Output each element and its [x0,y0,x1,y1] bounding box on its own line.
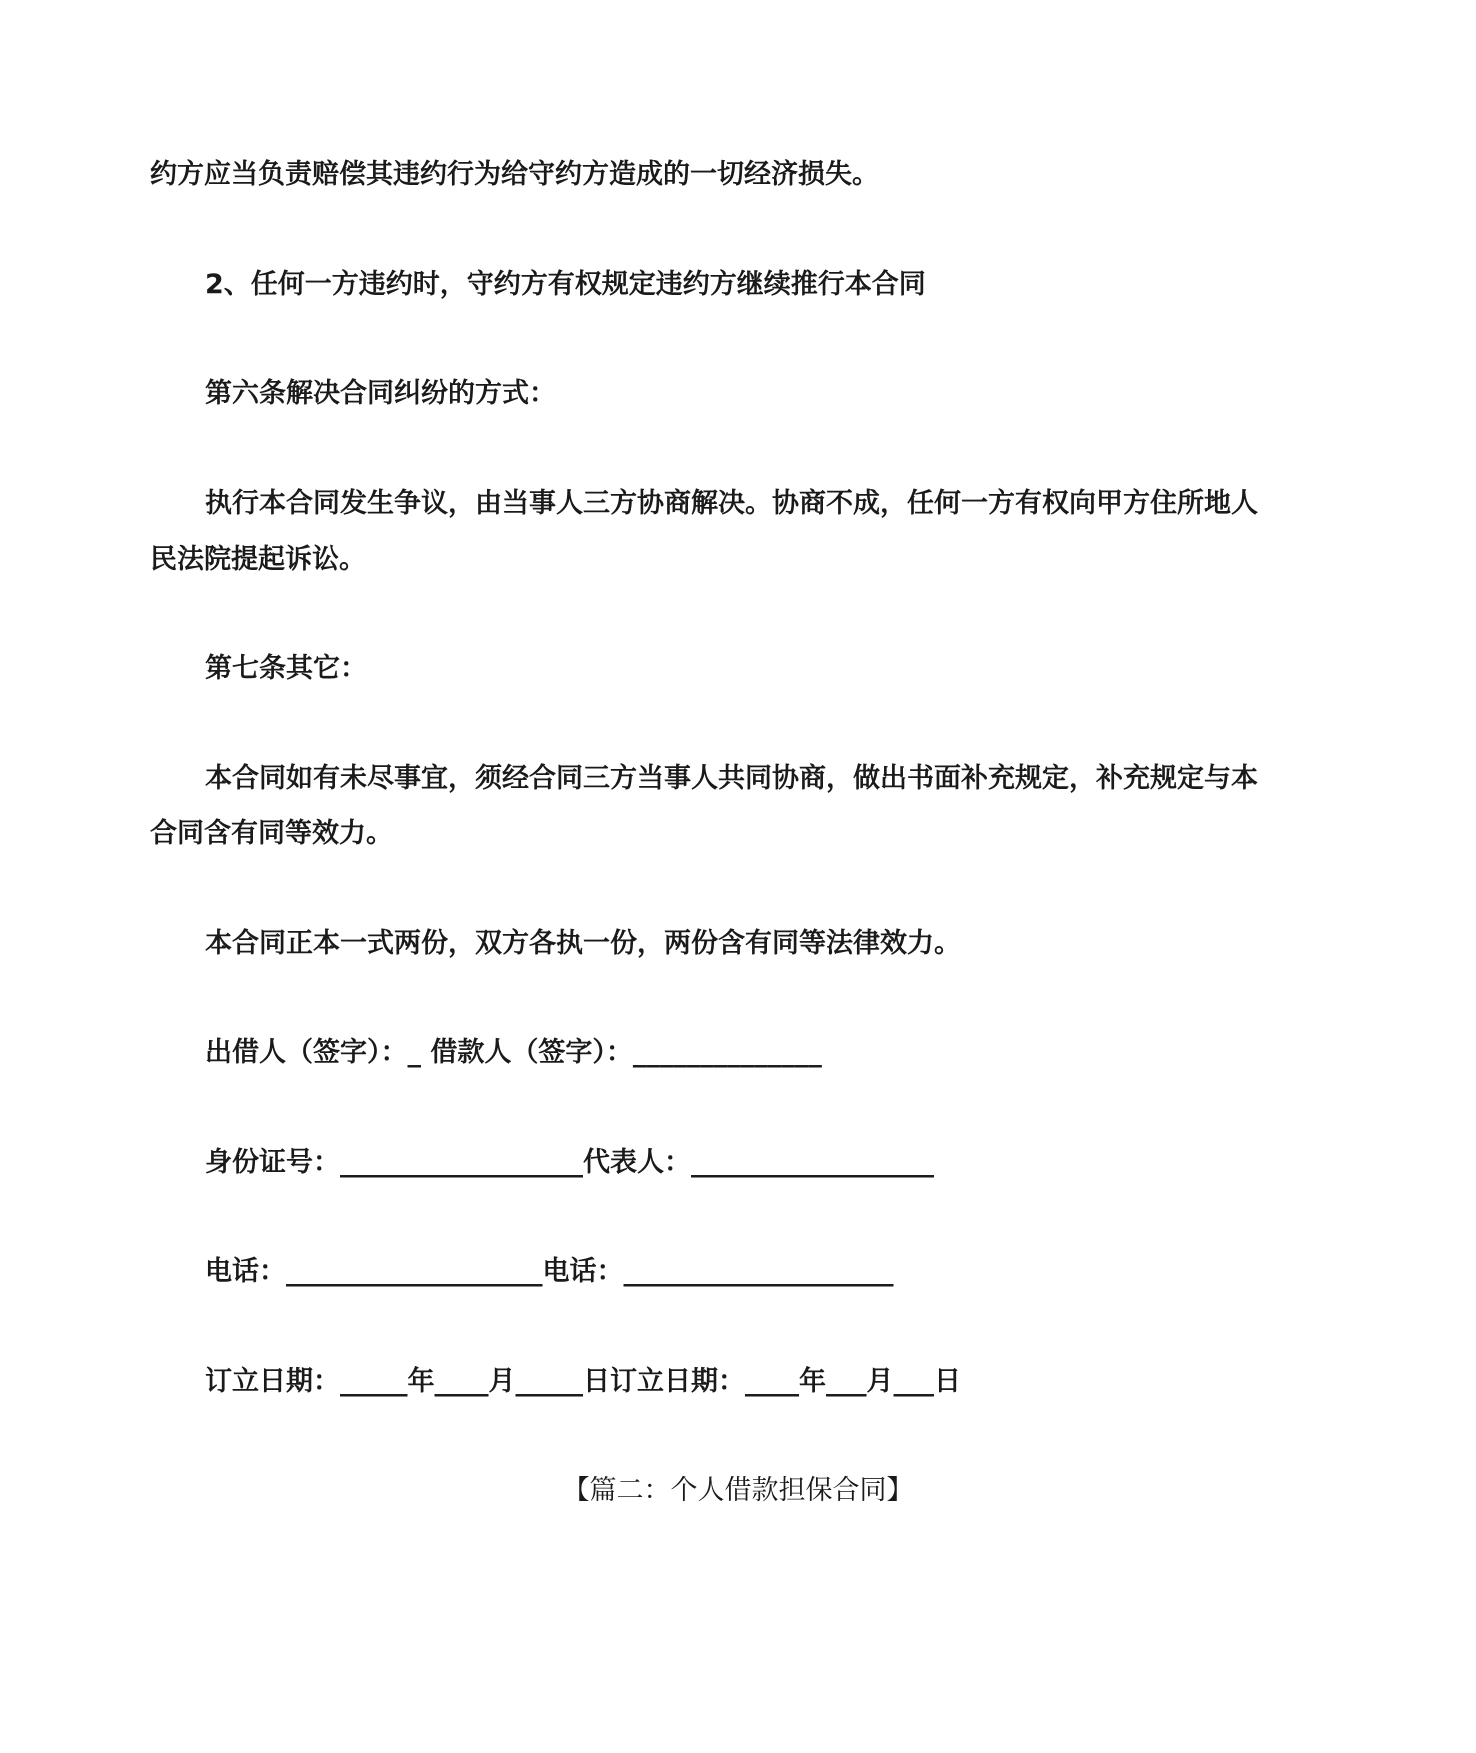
paragraph-line: 本合同正本一式两份，双方各执一份，两份含有同等法律效力。 [205,928,961,959]
paragraph-line: 2、任何一方违约时，守约方有权规定违约方继续推行本合同 [205,269,926,300]
section-heading: 【篇二：个人借款担保合同】 [562,1475,914,1506]
paragraph-line: 执行本合同发生争议，由当事人三方协商解决。协商不成，任何一方有权向甲方住所地人 [205,488,1258,519]
paragraph-line: 民法院提起诉讼。 [150,544,366,575]
paragraph-line: 合同含有同等效力。 [150,818,393,849]
article-six-heading: 第六条解决合同纠纷的方式： [205,378,556,409]
paragraph-line: 本合同如有未尽事宜，须经合同三方当事人共同协商，做出书面补充规定，补充规定与本 [205,763,1258,794]
phone-line: 电话：___________________电话：____________________ [205,1256,894,1287]
date-line: 订立日期：_____年____月_____日订立日期：____年___月___日 [205,1366,961,1397]
paragraph-line: 约方应当负责赔偿其违约行为给守约方造成的一切经济损失。 [150,159,879,190]
signature-line: 出借人（签字）：_ 借款人（签字）：______________ [205,1037,822,1068]
article-seven-heading: 第七条其它： [205,653,367,684]
id-number-line: 身份证号：__________________代表人：__________________ [205,1147,934,1178]
